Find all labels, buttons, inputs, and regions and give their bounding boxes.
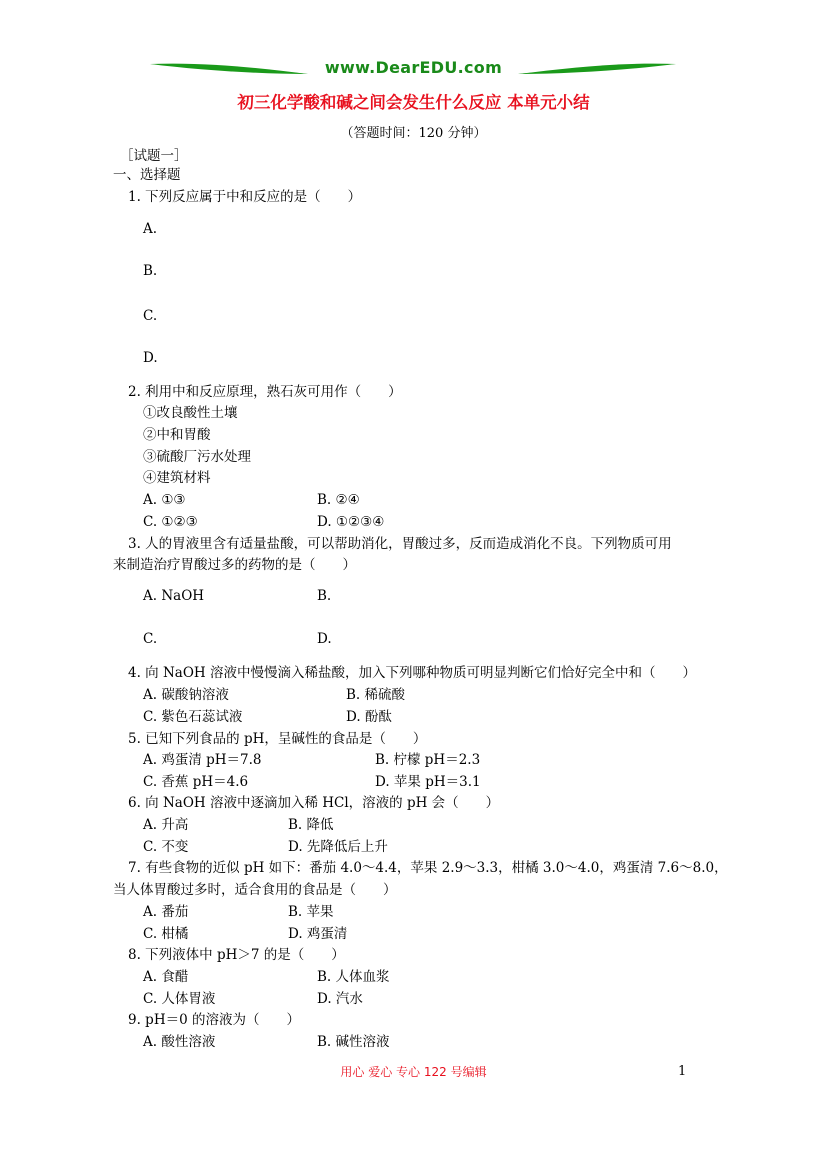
question-1-stem: 1. 下列反应属于中和反应的是（ ） [128,189,362,205]
question-8-option-b: B. 人体血浆 [317,969,390,985]
question-2-item-4: ④建筑材料 [143,470,211,486]
question-7-option-c: C. 柑橘 [143,926,189,942]
question-9-option-a: A. 酸性溶液 [143,1034,216,1050]
question-8-option-d: D. 汽水 [317,991,363,1007]
question-8-option-c: C. 人体胃液 [143,991,216,1007]
question-3-option-a: A. NaOH [143,588,205,604]
question-5-stem: 5. 已知下列食品的 pH，呈碱性的食品是（ ） [128,731,427,747]
question-2-option-b: B. ②④ [317,492,360,508]
question-1-option-a: A. [143,221,158,237]
question-4-option-a: A. 碳酸钠溶液 [143,687,229,703]
question-3-option-c: C. [143,631,158,647]
part-label: 一、选择题 [113,167,181,183]
question-7-option-d: D. 鸡蛋清 [288,926,348,942]
question-3-stem-line-1: 3. 人的胃液里含有适量盐酸，可以帮助消化，胃酸过多，反而造成消化不良。下列物质可用 [128,536,672,552]
question-3-stem-line-2: 来制造治疗胃酸过多的药物的是（ ） [113,557,356,573]
question-4-option-c: C. 紫色石蕊试液 [143,709,243,725]
question-9-stem: 9. pH＝0 的溶液为（ ） [128,1012,300,1028]
footer-note: 用心 爱心 专心 122 号编辑 [340,1065,487,1079]
question-6-option-c: C. 不变 [143,839,189,855]
question-6-option-a: A. 升高 [143,817,189,833]
question-1-option-b: B. [143,263,158,279]
question-2-item-2: ②中和胃酸 [143,427,211,443]
question-2-stem: 2. 利用中和反应原理，熟石灰可用作（ ） [128,384,402,400]
document-title: 初三化学酸和碱之间会发生什么反应 本单元小结 [237,93,590,112]
question-5-option-a: A. 鸡蛋清 pH＝7.8 [143,752,262,768]
question-7-option-a: A. 番茄 [143,904,189,920]
question-2-item-3: ③硫酸厂污水处理 [143,449,251,465]
question-7-stem-line-1: 7. 有些食物的近似 pH 如下：番茄 4.0～4.4，苹果 2.9～3.3，柑橘 3.0～4.0，鸡蛋清 7.6～8.0， [128,860,728,876]
question-5-option-d: D. 苹果 pH＝3.1 [375,774,481,790]
question-1-option-c: C. [143,308,158,324]
question-4-option-d: D. 酚酞 [346,709,392,725]
question-1-option-d: D. [143,350,158,366]
site-url[interactable]: www.DearEDU.com [324,58,503,77]
question-5-option-c: C. 香蕉 pH＝4.6 [143,774,249,790]
question-2-option-c: C. ①②③ [143,514,198,530]
question-4-option-b: B. 稀硫酸 [346,687,406,703]
question-6-option-d: D. 先降低后上升 [288,839,388,855]
question-3-option-b: B. [317,588,332,604]
question-4-stem: 4. 向 NaOH 溶液中慢慢滴入稀盐酸，加入下列哪种物质可明显判断它们恰好完全中和（ ） [128,665,696,681]
question-5-option-b: B. 柠檬 pH＝2.3 [375,752,481,768]
question-9-option-b: B. 碱性溶液 [317,1034,390,1050]
question-7-option-b: B. 苹果 [288,904,334,920]
question-7-stem-line-2: 当人体胃酸过多时，适合食用的食品是（ ） [113,882,397,898]
question-8-option-a: A. 食醋 [143,969,189,985]
question-3-option-d: D. [317,631,332,647]
question-8-stem: 8. 下列液体中 pH＞7 的是（ ） [128,947,345,963]
question-2-option-d: D. ①②③④ [317,514,385,530]
question-2-item-1: ①改良酸性土壤 [143,405,238,421]
question-6-stem: 6. 向 NaOH 溶液中逐滴加入稀 HCl，溶液的 pH 会（ ） [128,795,500,811]
time-limit: （答题时间：120 分钟） [340,126,487,141]
question-2-option-a: A. ①③ [143,492,186,508]
section-label: ［试题一］ [120,148,188,164]
question-6-option-b: B. 降低 [288,817,334,833]
page-number: 1 [678,1064,687,1079]
